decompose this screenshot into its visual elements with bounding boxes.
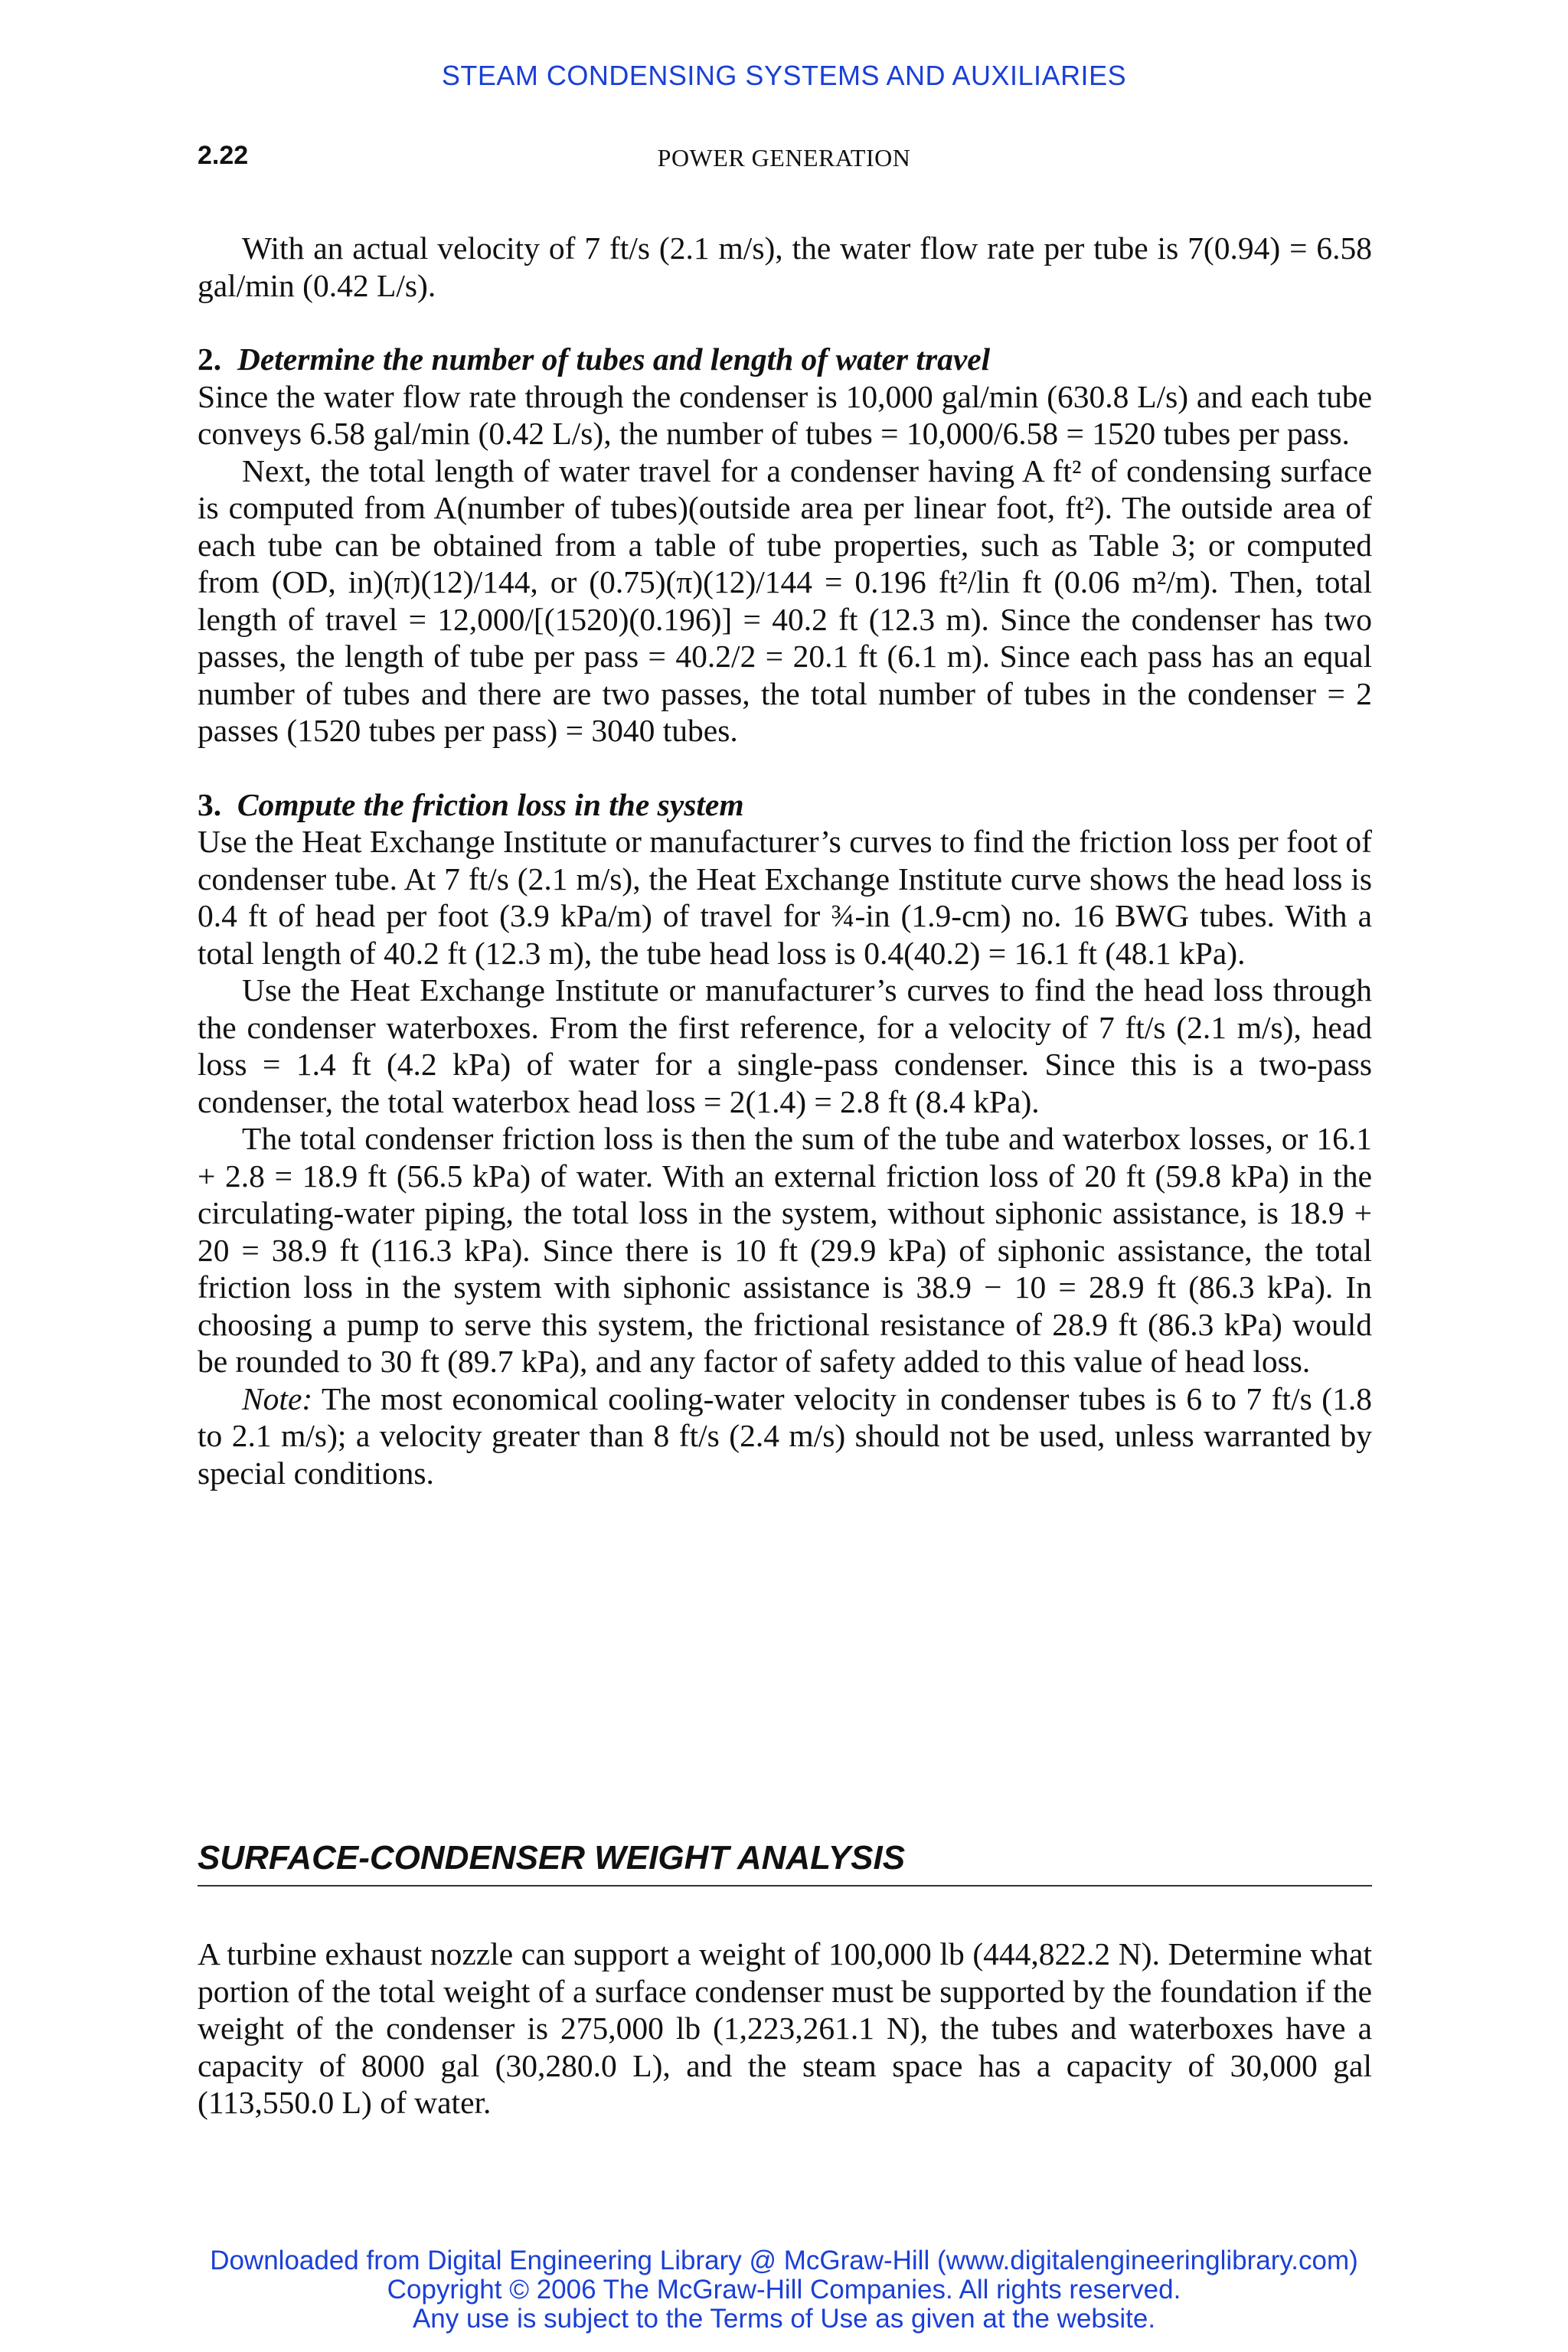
step-3-paragraph-1: Use the Heat Exchange Institute or manufacturer’s curves to find the friction loss per foot of condenser tube. At 7 ft/s (2.1 m/s), the Heat Exchange Institute curve shows the head loss is 0.4 ft of head per foot (3.9 kPa/m) of travel for ¾-in (1.9-cm) no. 16 BWG tubes. With a total length of 40.2 ft (12.3 m), the tube head loss is 0.4(40.2) = 16.1 ft (48.1 kPa). (198, 824, 1372, 971)
running-head: POWER GENERATION (657, 144, 911, 172)
step-3-heading (198, 786, 1372, 824)
section-paragraph: A turbine exhaust nozzle can support a weight of 100,000 lb (444,822.2 N). Determine what portion of the total weight of a surface condenser must be supported by the foundation if the weight of the condenser is 275,000 lb (1,223,261.1 N), the tubes and waterboxes have a capacity of 8000 gal (30,280.0 L), and the steam space has a capacity of 30,000 gal (113,550.0 L) of water. (198, 1936, 1372, 2120)
note-label: Note: (242, 1380, 313, 1416)
download-footer (0, 2246, 1568, 2334)
step-3-number: 3. (198, 786, 222, 822)
footer-terms: Any use is subject to the Terms of Use as given at the website. (412, 2304, 1156, 2334)
note-text: The most economical cooling-water velocity in condenser tubes is 6 to 7 ft/s (1.8 to 2.1 m/s); a velocity greater than 8 ft/s (2.4 m/s) should not be used, unless warranted by special conditions. (198, 1380, 1372, 1491)
step-3-paragraph-2: Use the Heat Exchange Institute or manufacturer’s curves to find the head loss through the condenser waterboxes. From the first reference, for a velocity of 7 ft/s (2.1 m/s), head loss = 1.4 ft (4.2 kPa) of water for a single-pass condenser. Since this is a two-pass condenser, the total waterbox head loss = 2(1.4) = 2.8 ft (8.4 kPa). (198, 972, 1372, 1119)
step-3-paragraph-3: The total condenser friction loss is then the sum of the tube and waterbox losses, or 16.1 + 2.8 = 18.9 ft (56.5 kPa) of water. With an external friction loss of 20 ft (59.8 kPa) in the circulating-water piping, the total loss in the system, without siphonic assistance, is 18.9 + 20 = 38.9 ft (116.3 kPa). Since there is 10 ft (29.9 kPa) of siphonic assistance, the total friction loss in the system with siphonic assistance is 38.9 − 10 = 28.9 ft (86.3 kPa). In choosing a pump to serve this system, the frictional resistance of 28.9 ft (86.3 kPa) would be rounded to 30 ft (89.7 kPa), and any factor of safety added to this value of head loss. (198, 1121, 1372, 1379)
step-3-title: Compute the friction loss in the system (237, 786, 744, 822)
intro-paragraph: With an actual velocity of 7 ft/s (2.1 m/s), the water flow rate per tube is 7(0.94) = 6.58 gal/min (0.42 L/s). (198, 230, 1372, 303)
step-2-title: Determine the number of tubes and length of water travel (237, 341, 991, 377)
main-content (198, 230, 1372, 1491)
chapter-banner: STEAM CONDENSING SYSTEMS AND AUXILIARIES (441, 60, 1127, 91)
step-2-paragraph-2: Next, the total length of water travel for a condenser having A ft² of condensing surface is computed from A(number of tubes)(outside area per linear foot, ft²). The outside area of each tube can be obtained from a table of tube properties, such as Table 3; or computed from (OD, in)(π)(12)/144, or (0.75)(π)(12)/144 = 0.196 ft²/lin ft (0.06 m²/m). Then, total length of travel = 12,000/[(1520)(0.196)] = 40.2 ft (12.3 m). Since the condenser has two passes, the length of tube per pass = 40.2/2 = 20.1 ft (6.1 m). Since each pass has an equal number of tubes and there are two passes, the total number of tubes in the condenser = 2 passes (1520 tubes per pass) = 3040 tubes. (198, 452, 1372, 748)
section-title: SURFACE-CONDENSER WEIGHT ANALYSIS (198, 1839, 1372, 1886)
footer-copyright: Copyright © 2006 The McGraw-Hill Companies. All rights reserved. (387, 2275, 1181, 2305)
footer-download-link[interactable]: Downloaded from Digital Engineering Library @ McGraw-Hill (www.digitalengineeringlibrary.com) (210, 2246, 1358, 2275)
step-2-heading (198, 341, 1372, 378)
step-2-number: 2. (198, 341, 222, 377)
note-paragraph (198, 1380, 1372, 1492)
page-number: 2.22 (198, 141, 249, 170)
step-2-paragraph-1: Since the water flow rate through the condenser is 10,000 gal/min (630.8 L/s) and each tube conveys 6.58 gal/min (0.42 L/s), the number of tubes = 10,000/6.58 = 1520 tubes per pass. (198, 378, 1372, 451)
